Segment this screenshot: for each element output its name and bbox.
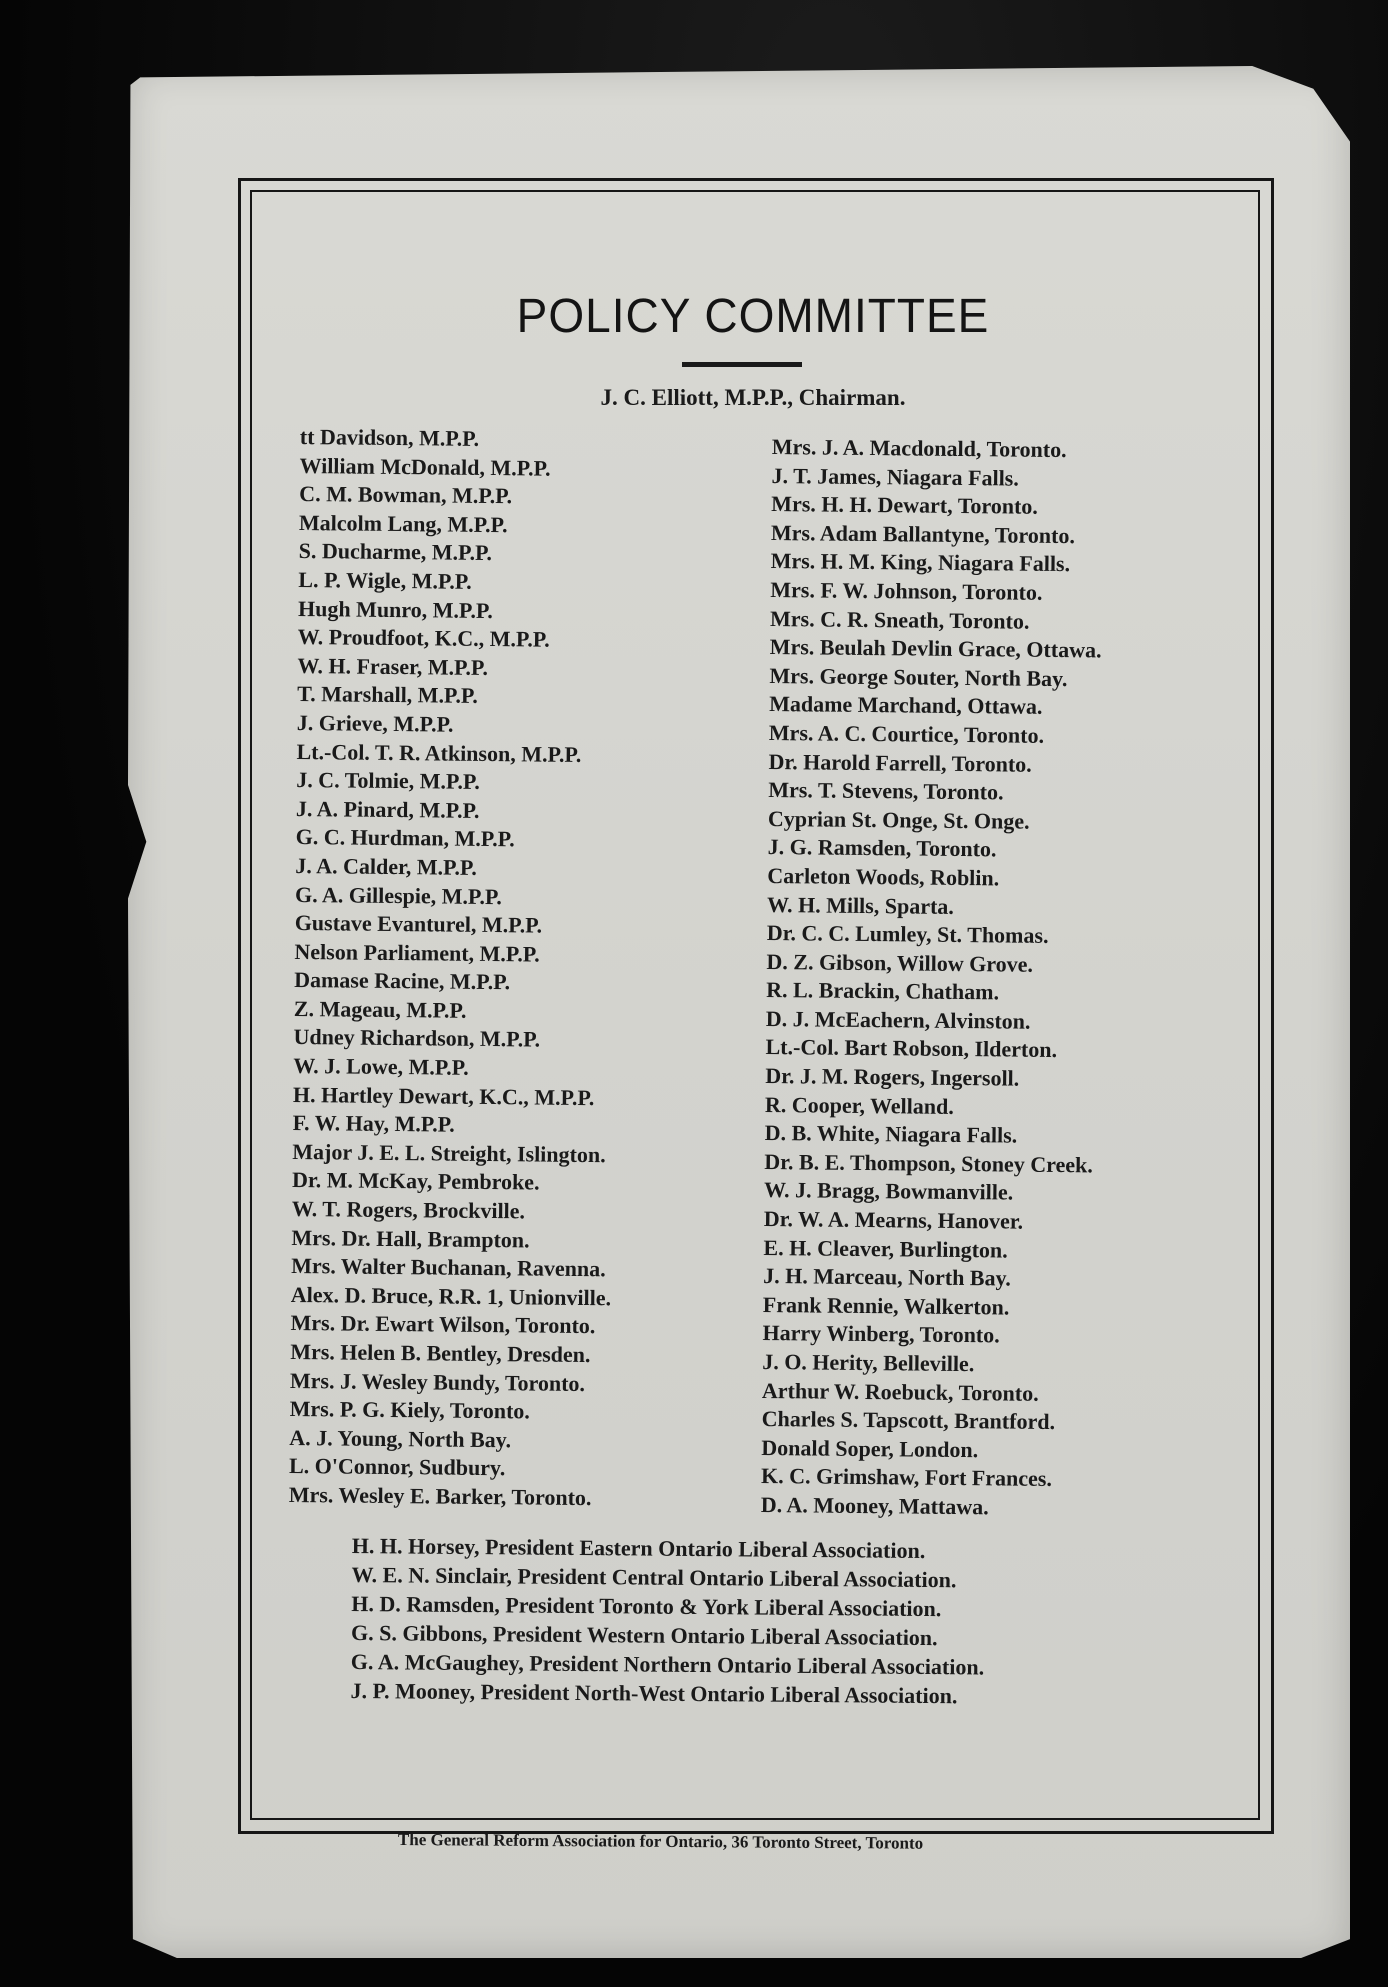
members-right-column — [761, 433, 1104, 1523]
member-entry: Alex. D. Bruce, R.R. 1, Unionville. — [290, 1281, 612, 1311]
member-entry: J. Grieve, M.P.P. — [296, 709, 454, 737]
member-entry: S. Ducharme, M.P.P. — [298, 538, 493, 566]
member-entry: H. Hartley Dewart, K.C., M.P.P. — [292, 1081, 595, 1110]
chairman-line: J. C. Elliott, M.P.P., Chairman. — [600, 385, 906, 410]
president-entry: J. P. Mooney, President North-West Ontario Liberal Association. — [350, 1677, 958, 1709]
member-entry: L. P. Wigle, M.P.P. — [298, 566, 472, 594]
page-title: POLICY COMMITTEE — [516, 287, 990, 343]
member-entry: Dr. B. E. Thompson, Stoney Creek. — [764, 1148, 1093, 1178]
member-entry: E. H. Cleaver, Burlington. — [763, 1234, 1008, 1263]
member-entry: Nelson Parliament, M.P.P. — [294, 938, 540, 967]
member-entry: Arthur W. Roebuck, Toronto. — [761, 1377, 1039, 1406]
member-entry: Mrs. Helen B. Bentley, Dresden. — [290, 1338, 591, 1368]
member-entry: D. Z. Gibson, Willow Grove. — [766, 948, 1034, 977]
member-entry: Mrs. F. W. Johnson, Toronto. — [770, 576, 1043, 605]
member-entry: J. T. James, Niagara Falls. — [771, 462, 1019, 491]
member-entry: Mrs. Adam Ballantyne, Toronto. — [770, 519, 1076, 548]
member-entry: J. H. Marceau, North Bay. — [763, 1263, 1011, 1291]
member-entry: tt Davidson, M.P.P. — [299, 423, 480, 451]
member-entry: Hugh Munro, M.P.P. — [297, 595, 493, 623]
member-entry: Lt.-Col. Bart Robson, Ilderton. — [765, 1034, 1058, 1063]
member-entry: D. A. Mooney, Mattawa. — [760, 1491, 989, 1520]
member-entry: Z. Mageau, M.P.P. — [293, 995, 467, 1023]
member-entry: Mrs. H. M. King, Niagara Falls. — [770, 548, 1071, 577]
member-entry: Mrs. Dr. Hall, Brampton. — [291, 1224, 530, 1253]
member-entry: J. A. Pinard, M.P.P. — [295, 795, 480, 823]
president-entry: G. A. McGaughey, President Northern Ontario Liberal Association. — [350, 1648, 985, 1680]
publisher-footer: The General Reform Association for Ontario, 36 Toronto Street, Toronto — [397, 1830, 924, 1853]
member-entry: Dr. Harold Farrell, Toronto. — [768, 748, 1032, 777]
member-entry: R. L. Brackin, Chatham. — [766, 977, 1000, 1005]
member-entry: Major J. E. L. Streight, Islington. — [292, 1138, 606, 1168]
member-entry: Mrs. Walter Buchanan, Ravenna. — [291, 1253, 606, 1282]
member-entry: Charles S. Tapscott, Brantford. — [761, 1406, 1056, 1435]
member-entry: Harry Winberg, Toronto. — [762, 1320, 1000, 1348]
member-entry: Mrs. Beulah Devlin Grace, Ottawa. — [769, 634, 1102, 663]
member-entry: D. B. White, Niagara Falls. — [764, 1120, 1018, 1148]
member-entry: W. T. Rogers, Brockville. — [291, 1195, 526, 1224]
members-left-column — [289, 423, 621, 1513]
member-entry: W. J. Lowe, M.P.P. — [293, 1053, 469, 1080]
member-entry: Mrs. Dr. Ewart Wilson, Toronto. — [290, 1310, 596, 1339]
member-entry: C. M. Bowman, M.P.P. — [299, 481, 513, 509]
member-entry: Dr. J. M. Rogers, Ingersoll. — [765, 1063, 1020, 1091]
member-entry: Dr. W. A. Mearns, Hanover. — [763, 1205, 1024, 1234]
member-entry: D. J. McEachern, Alvinston. — [765, 1005, 1031, 1034]
member-entry: J. G. Ramsden, Toronto. — [767, 834, 997, 862]
member-entry: T. Marshall, M.P.P. — [297, 681, 478, 709]
president-entry: H. H. Horsey, President Eastern Ontario Liberal Association. — [351, 1532, 926, 1564]
member-entry: Mrs. A. C. Courtice, Toronto. — [768, 719, 1045, 748]
member-entry: F. W. Hay, M.P.P. — [292, 1110, 455, 1137]
member-entry: Cyprian St. Onge, St. Onge. — [767, 805, 1030, 834]
member-entry: Mrs. T. Stevens, Toronto. — [768, 777, 1004, 805]
member-entry: Madame Marchand, Ottawa. — [769, 691, 1043, 720]
member-entry: Donald Soper, London. — [761, 1434, 979, 1462]
member-entry: Lt.-Col. T. R. Atkinson, M.P.P. — [296, 738, 582, 767]
member-entry: J. C. Tolmie, M.P.P. — [296, 767, 480, 795]
member-entry: G. A. Gillespie, M.P.P. — [294, 881, 502, 909]
member-entry: W. J. Bragg, Bowmanville. — [763, 1177, 1014, 1206]
member-entry: Malcolm Lang, M.P.P. — [298, 509, 508, 537]
member-entry: Mrs. H. H. Dewart, Toronto. — [771, 491, 1039, 519]
title-rule — [682, 362, 802, 367]
member-entry: Mrs. George Souter, North Bay. — [769, 662, 1068, 691]
association-presidents — [350, 1531, 985, 1711]
member-entry: Mrs. J. A. Macdonald, Toronto. — [771, 433, 1067, 463]
member-entry: W. H. Fraser, M.P.P. — [297, 652, 489, 680]
member-entry: Gustave Evanturel, M.P.P. — [294, 910, 543, 938]
president-entry: W. E. N. Sinclair, President Central Ontario Liberal Association. — [351, 1561, 957, 1593]
member-entry: Mrs. J. Wesley Bundy, Toronto. — [289, 1367, 586, 1396]
member-entry: Mrs. P. G. Kiely, Toronto. — [289, 1396, 530, 1424]
president-entry: G. S. Gibbons, President Western Ontario Liberal Association. — [351, 1619, 938, 1651]
member-entry: K. C. Grimshaw, Fort Frances. — [760, 1463, 1053, 1492]
member-entry: Dr. C. C. Lumley, St. Thomas. — [766, 920, 1049, 949]
member-entry: A. J. Young, North Bay. — [289, 1424, 512, 1453]
member-entry: W. H. Mills, Sparta. — [766, 891, 955, 919]
member-entry: Mrs. Wesley E. Barker, Toronto. — [288, 1481, 592, 1511]
member-entry: Udney Richardson, M.P.P. — [293, 1024, 541, 1053]
member-entry: R. Cooper, Welland. — [764, 1091, 954, 1119]
member-entry: J. A. Calder, M.P.P. — [295, 852, 478, 880]
member-entry: J. O. Herity, Belleville. — [762, 1348, 975, 1377]
member-entry: G. C. Hurdman, M.P.P. — [295, 824, 515, 852]
member-entry: L. O'Connor, Sudbury. — [288, 1453, 506, 1481]
member-entry: Dr. M. McKay, Pembroke. — [291, 1167, 540, 1195]
member-entry: Damase Racine, M.P.P. — [294, 967, 511, 995]
member-entry: Frank Rennie, Walkerton. — [762, 1291, 1010, 1320]
member-entry: Mrs. C. R. Sneath, Toronto. — [769, 605, 1030, 634]
member-entry: W. Proudfoot, K.C., M.P.P. — [297, 624, 550, 652]
member-entry: William McDonald, M.P.P. — [299, 452, 551, 481]
member-entry: Carleton Woods, Roblin. — [767, 862, 1000, 891]
president-entry: H. D. Ramsden, President Toronto & York Liberal Association. — [351, 1590, 942, 1622]
